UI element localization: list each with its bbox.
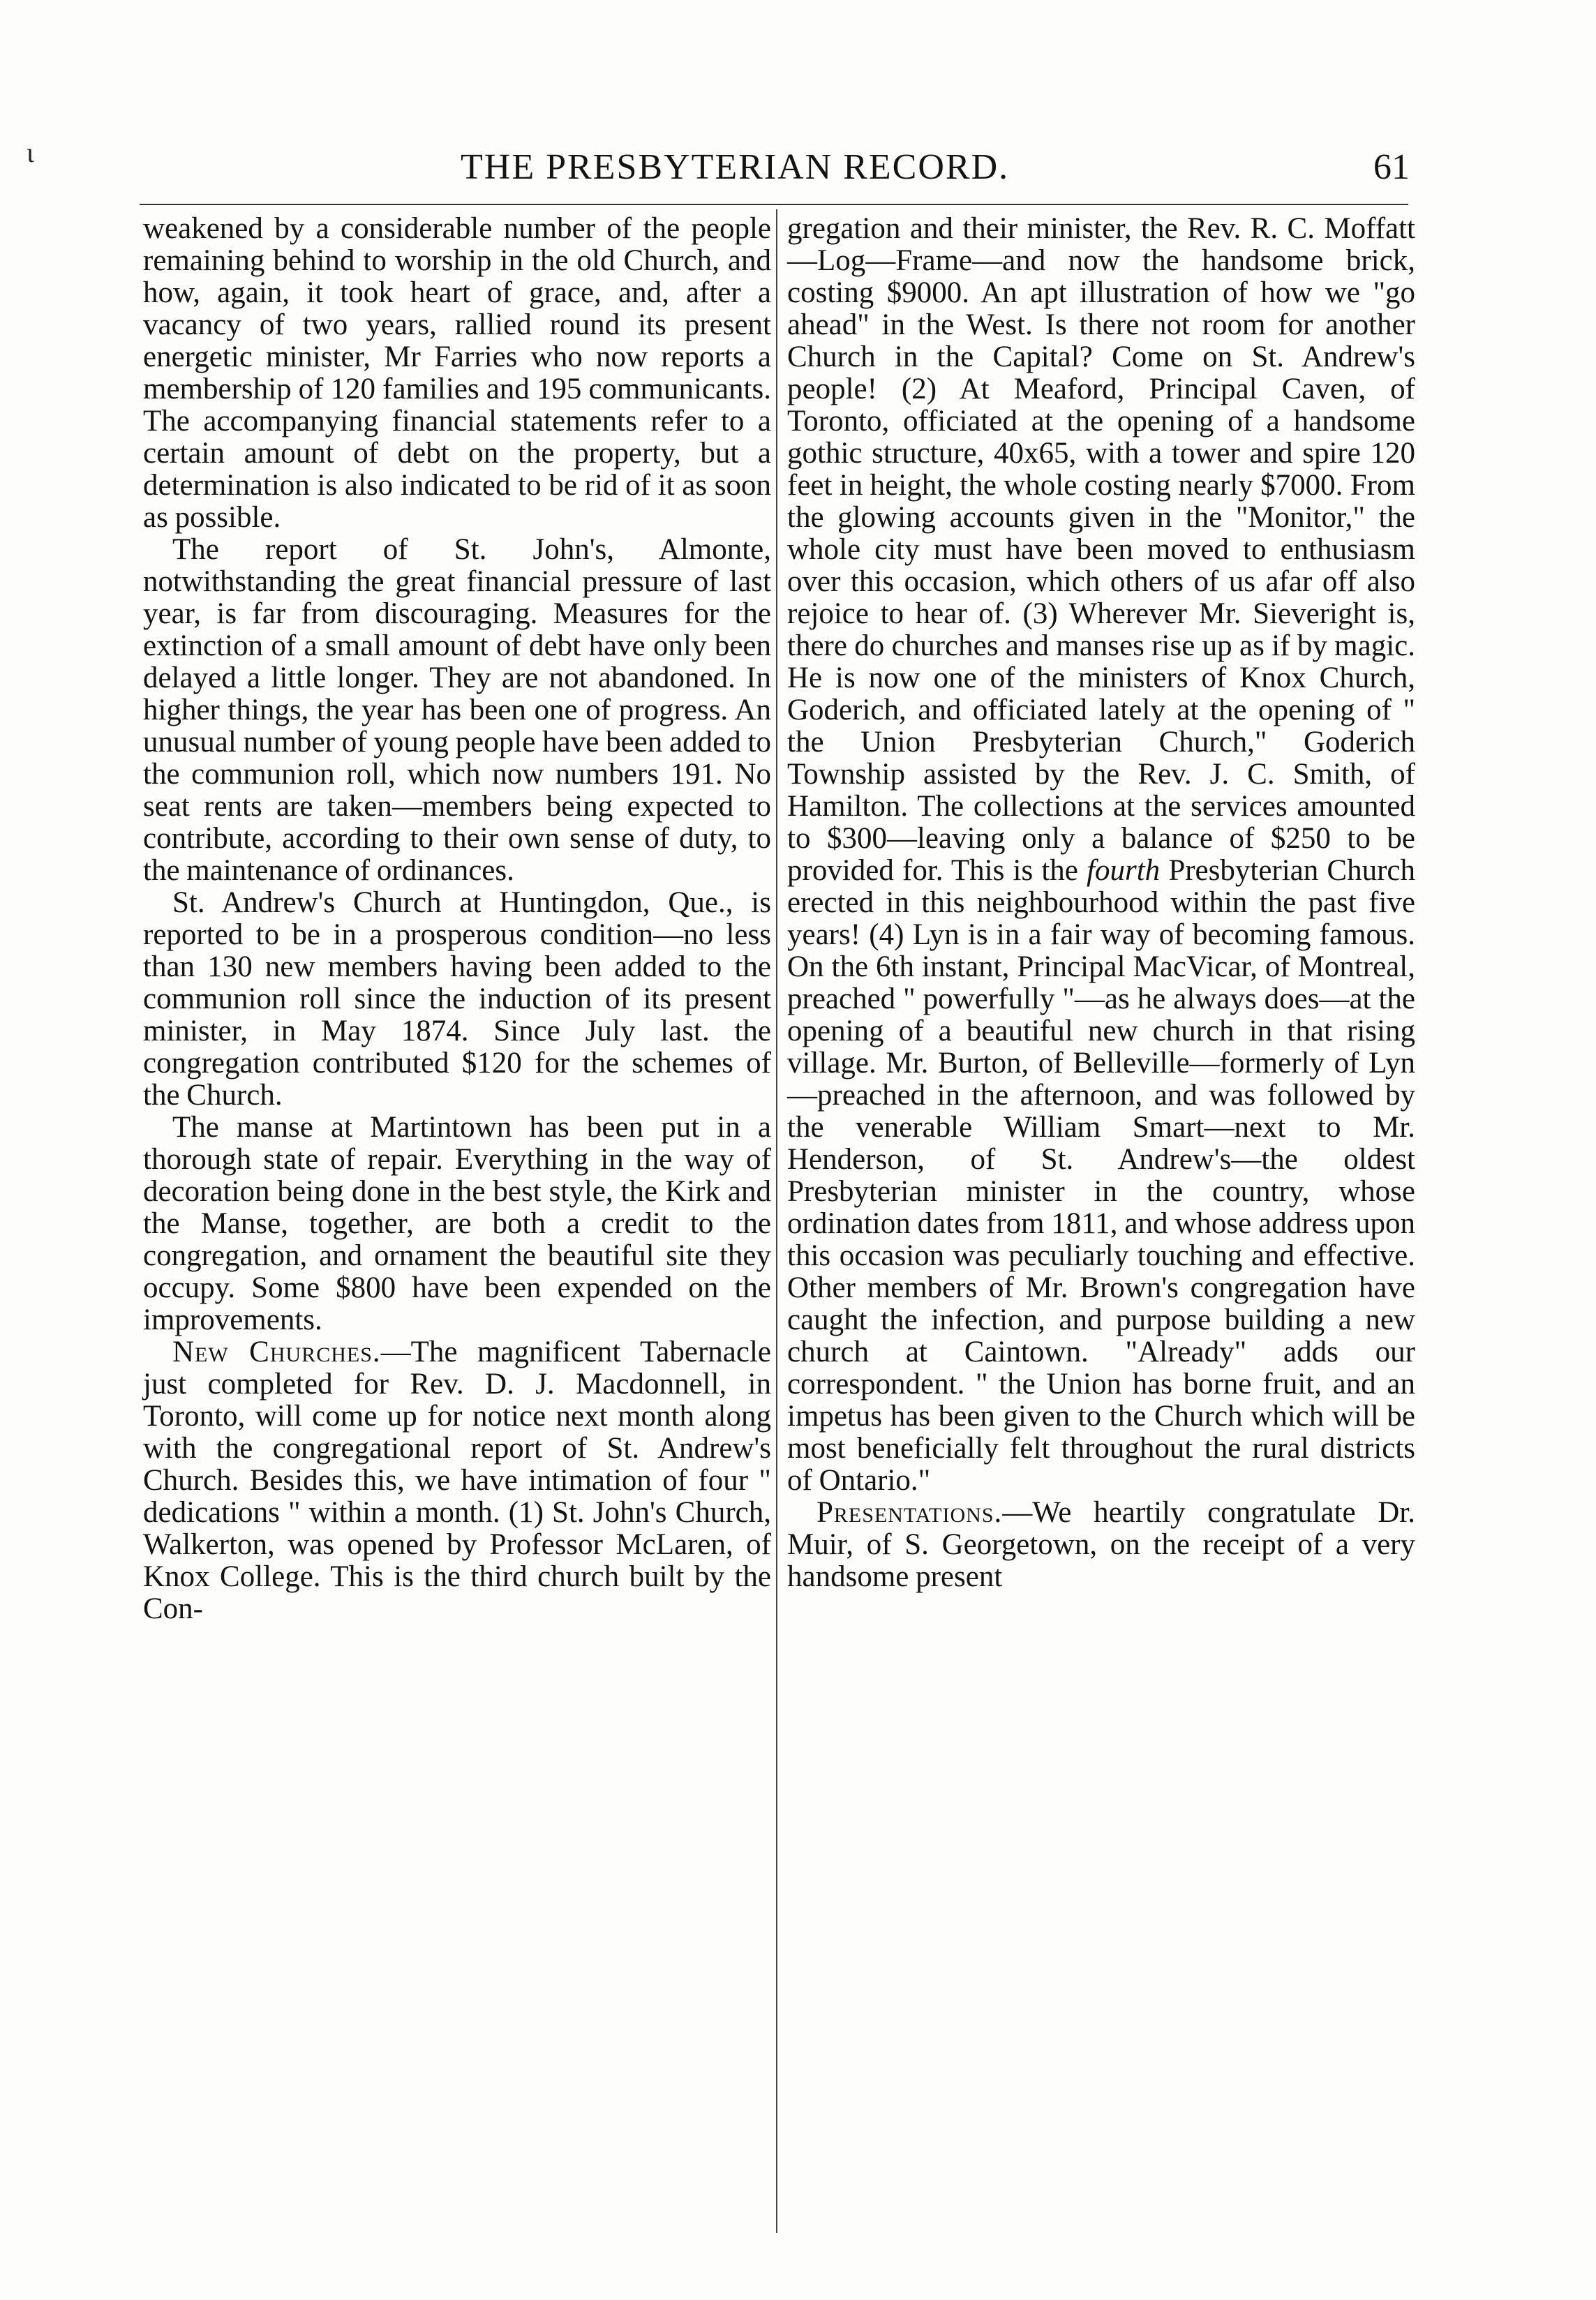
paragraph	[787, 213, 1415, 1497]
section-heading: New Churches.	[172, 1336, 381, 1368]
page-header	[140, 147, 1410, 195]
paragraph	[143, 1336, 771, 1625]
emphasis: fourth	[1087, 854, 1161, 887]
header-rule	[140, 204, 1408, 205]
paragraph-text: —The magnificent Tabernacle just completed for Rev. D. J. Macdonnell, in Toronto, will come up for notice next month along with the congregational report of St. Andrew's Church. Besides this, we have intimation of four " dedications " within a month. (1) St. John's Church, Walkerton, was opened by Professor McLaren, of Knox College. This is the third church built by the Con-	[143, 1336, 771, 1625]
margin-mark: ι	[27, 137, 34, 168]
paragraph-text: —We heartily congratulate Dr. Muir, of S. Georgetown, on the receipt of a very handsome present	[787, 1496, 1415, 1593]
section-heading: Presentations.	[816, 1496, 1003, 1529]
right-column	[787, 213, 1415, 1593]
column-divider	[776, 209, 777, 2233]
paragraph-text: gregation and their minister, the Rev. R. C. Moffatt—Log—Frame—and now the handsome brick, costing $9000. An apt illustration of how we "go ahead" in the West. Is there not room for another Church in the Capital? Come on St. Andrew's people! (2) At Meaford, Principal Caven, of Toronto, officiated at the opening of a handsome gothic structure, 40x65, with a tower and spire 120 feet in height, the whole costing nearly $7000. From the glowing accounts given in the "Monitor," the whole city must have been moved to enthusiasm over this occasion, which others of us afar off also rejoice to hear of. (3) Wherever Mr. Sieveright is, there do churches and manses rise up as if by magic. He is now one of the ministers of Knox Church, Goderich, and officiated lately at the opening of " the Union Presbyterian Church," Goderich Township assisted by the Rev. J. C. Smith, of Hamilton. The collections at the services amounted to $300—leaving only a balance of $250 to be provided for. This is the	[787, 212, 1415, 887]
paragraph	[787, 1497, 1415, 1593]
running-title: THE PRESBYTERIAN RECORD.	[461, 147, 1010, 187]
paragraph: The manse at Martintown has been put in a thorough state of repair. Everything in the way of decoration being done in the best style, the Kirk and the Manse, together, are both a credit to the congregation, and ornament the beautiful site they occupy. Some $800 have been expended on the improvements.	[143, 1111, 771, 1336]
paragraph-text: Presbyterian Church erected in this neighbourhood within the past five years! (4) Lyn is in a fair way of becoming famous. On the 6th instant, Principal MacVicar, of Montreal, preached " powerfully "—as he always does—at the opening of a beautiful new church in that rising village. Mr. Burton, of Belleville—formerly of Lyn—preached in the afternoon, and was followed by the venerable William Smart—next to Mr. Henderson, of St. Andrew's—the oldest Presbyterian minister in the country, whose ordination dates from 1811, and whose address upon this occasion was peculiarly touching and effective. Other members of Mr. Brown's congregation have caught the infection, and purpose building a new church at Caintown. "Already" adds our correspondent. " the Union has borne fruit, and an impetus has been given to the Church which will be most beneficially felt throughout the rural districts of Ontario."	[787, 854, 1415, 1497]
paragraph: The report of St. John's, Almonte, notwithstanding the great financial pressure of last year, is far from discouraging. Measures for the extinction of a small amount of debt have only been delayed a little longer. They are not abandoned. In higher things, the year has been one of progress. An unusual number of young people have been added to the communion roll, which now numbers 191. No seat rents are taken—members being expected to contribute, according to their own sense of duty, to the maintenance of ordinances.	[143, 533, 771, 887]
left-column	[143, 213, 771, 1625]
page-number: 61	[1373, 147, 1410, 187]
paragraph: St. Andrew's Church at Huntingdon, Que., is reported to be in a prosperous condition—no less than 130 new members having been added to the communion roll since the induction of its present minister, in May 1874. Since July last. the congregation contributed $120 for the schemes of the Church.	[143, 886, 771, 1112]
paragraph: weakened by a considerable number of the people remaining behind to worship in the old Church, and how, again, it took heart of grace, and, after a vacancy of two years, rallied round its present energetic minister, Mr Farries who now reports a membership of 120 families and 195 communicants. The accompanying financial statements refer to a certain amount of debt on the property, but a determination is also indicated to be rid of it as soon as possible.	[143, 212, 771, 534]
